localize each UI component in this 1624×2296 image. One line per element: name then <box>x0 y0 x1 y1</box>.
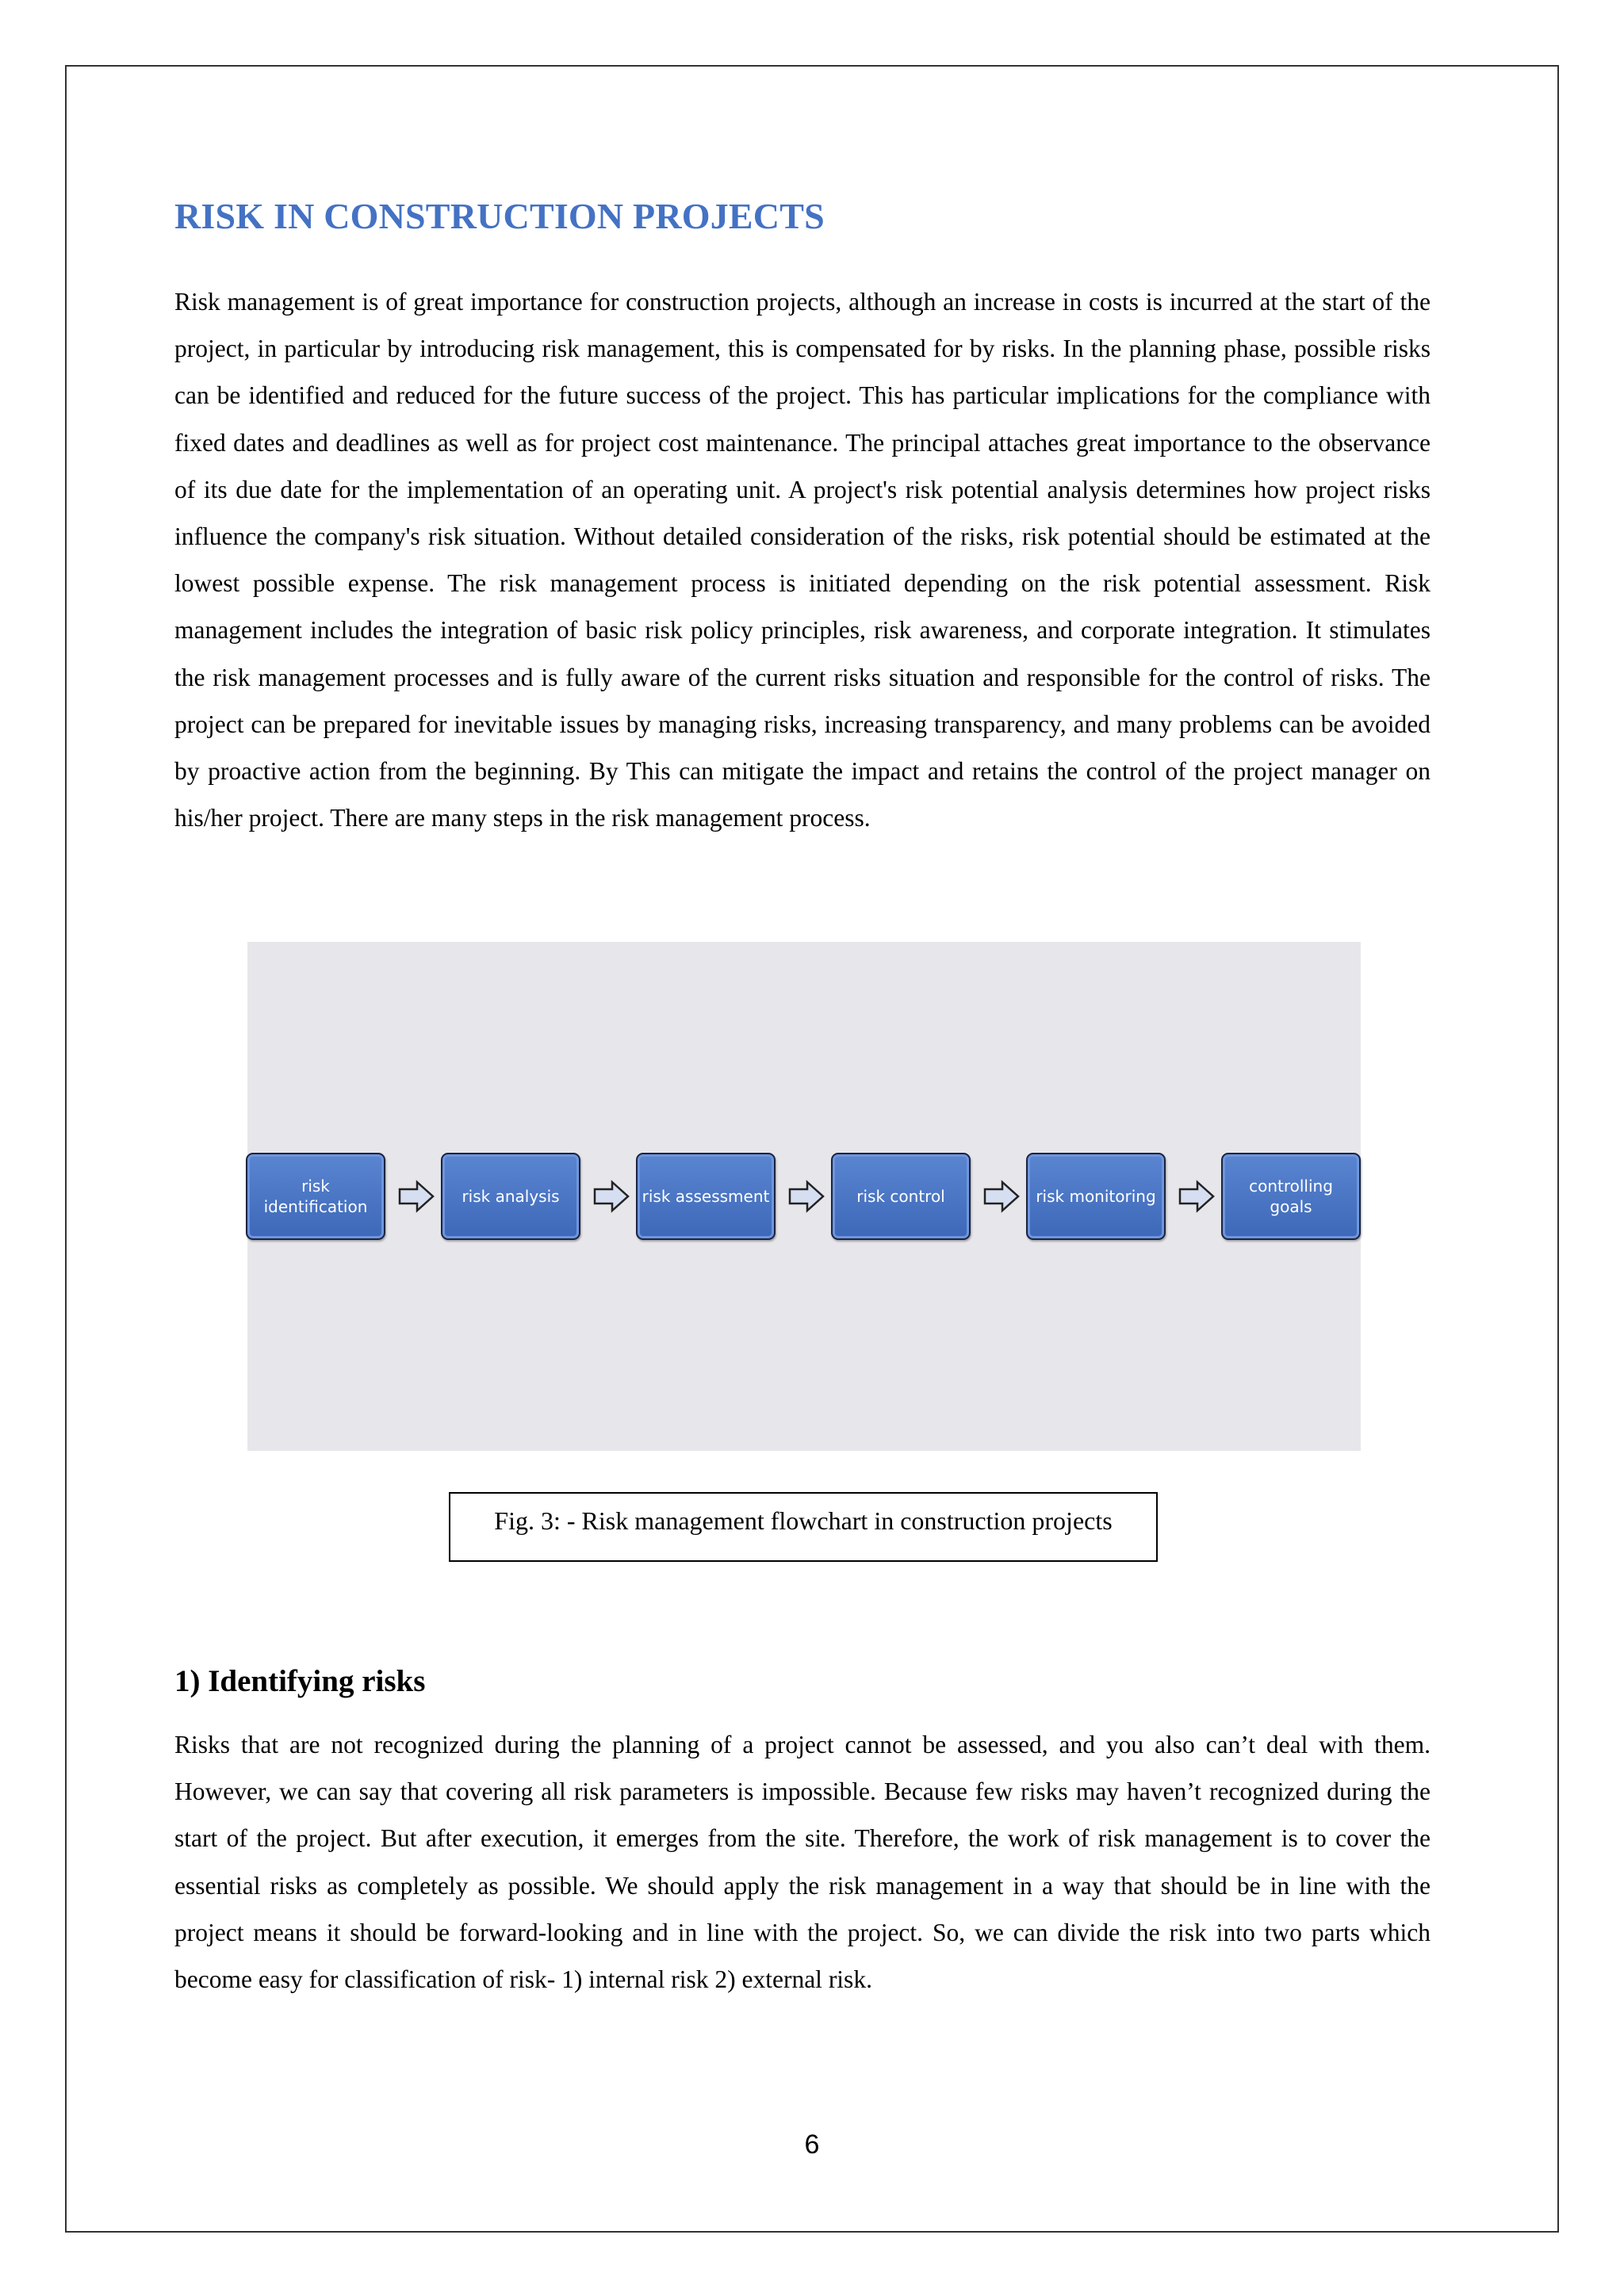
flowchart-step-controlling-goals: controlling goals <box>1221 1153 1361 1240</box>
flowchart-arrow-icon <box>1178 1180 1215 1213</box>
risk-management-flowchart <box>247 942 1361 1451</box>
flowchart-step-risk-monitoring: risk monitoring <box>1026 1153 1166 1240</box>
identifying-risks-paragraph: Risks that are not recognized during the planning of a project cannot be assessed, and you also can’t deal with them. However, we can say that covering all risk parameters is impossible. Because few risks may haven’t recognized during the start of the project. But after execution, it emerges from the site. Therefore, the work of risk management is to cover the essential risks as completely as possible. We should apply the risk management in a way that should be in line with the project means it should be forward-looking and in line with the project. So, we can divide the risk into two parts which become easy for classification of risk- 1) internal risk 2) external risk. <box>174 1731 1431 1994</box>
flowchart-step-risk-identification: risk identification <box>246 1153 385 1240</box>
flowchart-arrow-icon <box>788 1180 825 1213</box>
figure-caption-text: Fig. 3: - Risk management flowchart in construction projects <box>494 1506 1113 1535</box>
intro-paragraph: Risk management is of great importance for construction projects, although an increase in costs is incurred at the start of the project, in particular by introducing risk management, this is compensated for by risks. In the planning phase, possible risks can be identified and reduced for the future success of the project. This has particular implications for the compliance with fixed dates and deadlines as well as for project cost maintenance. The principal attaches great importance to the observance of its due date for the implementation of an operating unit. A project's risk potential analysis determines how project risks influence the company's risk situation. Without detailed consideration of the risks, risk potential should be estimated at the lowest possible expense. The risk management process is initiated depending on the risk potential assessment. Risk management includes the integration of basic risk policy principles, risk awareness, and corporate integration. It stimulates the risk management processes and is fully aware of the current risks situation and responsible for the control of risks. The project can be prepared for inevitable issues by managing risks, increasing transparency, and many problems can be avoided by proactive action from the beginning. By This can mitigate the impact and retains the control of the project manager on his/her project. There are many steps in the risk management process. <box>174 288 1431 832</box>
figure-caption <box>449 1492 1158 1562</box>
page-number: 6 <box>804 2130 820 2160</box>
flowchart-step-risk-assessment: risk assessment <box>636 1153 776 1240</box>
flowchart-arrow-icon <box>593 1180 630 1213</box>
page-title: RISK IN CONSTRUCTION PROJECTS <box>174 196 825 236</box>
flowchart-arrow-icon <box>983 1180 1020 1213</box>
flowchart-step-risk-control: risk control <box>831 1153 971 1240</box>
section-heading-identifying-risks: 1) Identifying risks <box>174 1664 426 1698</box>
flowchart-step-risk-analysis: risk analysis <box>441 1153 580 1240</box>
flowchart-arrow-icon <box>398 1180 435 1213</box>
